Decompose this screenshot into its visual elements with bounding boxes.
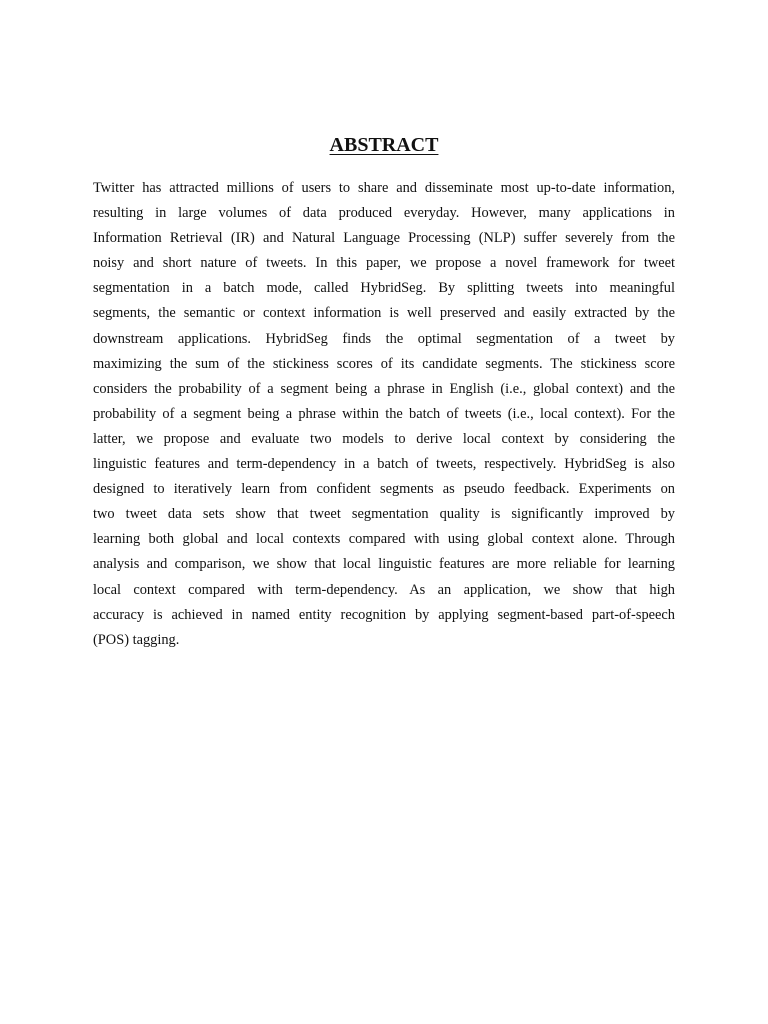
abstract-line: Information Retrieval (IR) and Natural Language Processing (NLP) suffer severely from the (93, 230, 675, 247)
abstract-line: considers the probability of a segment being a phrase in English (i.e., global context) and the (93, 380, 675, 397)
abstract-line: Twitter has attracted millions of users to share and disseminate most up-to-date information, (93, 180, 675, 196)
abstract-line: accuracy is achieved in named entity recognition by applying segment-based part-of-speech (93, 606, 675, 623)
abstract-line: learning both global and local contexts compared with using global context alone. Through (93, 531, 675, 548)
abstract-body (93, 176, 675, 653)
abstract-line: segmentation in a batch mode, called HybridSeg. By splitting tweets into meaningful (93, 280, 675, 297)
abstract-line: analysis and comparison, we show that local linguistic features are more reliable for learning (93, 556, 675, 573)
abstract-line: resulting in large volumes of data produced everyday. However, many applications in (93, 205, 675, 222)
abstract-title: ABSTRACT (329, 134, 439, 156)
abstract-line: probability of a segment being a phrase within the batch of tweets (i.e., local context). For the (93, 405, 675, 422)
abstract-line: local context compared with term-dependency. As an application, we show that high (93, 581, 675, 598)
abstract-line: downstream applications. HybridSeg finds the optimal segmentation of a tweet by (93, 330, 675, 347)
abstract-line: noisy and short nature of tweets. In this paper, we propose a novel framework for tweet (93, 255, 675, 272)
abstract-line: segments, the semantic or context information is well preserved and easily extracted by the (93, 305, 675, 322)
abstract-line: designed to iteratively learn from confident segments as pseudo feedback. Experiments on (93, 481, 675, 498)
abstract-line: linguistic features and term-dependency in a batch of tweets, respectively. HybridSeg is also (93, 456, 675, 473)
abstract-line: (POS) tagging. (93, 631, 180, 648)
abstract-line: latter, we propose and evaluate two models to derive local context by considering the (93, 430, 675, 447)
abstract-line: maximizing the sum of the stickiness scores of its candidate segments. The stickiness score (93, 355, 675, 372)
abstract-line: two tweet data sets show that tweet segmentation quality is significantly improved by (93, 506, 675, 523)
